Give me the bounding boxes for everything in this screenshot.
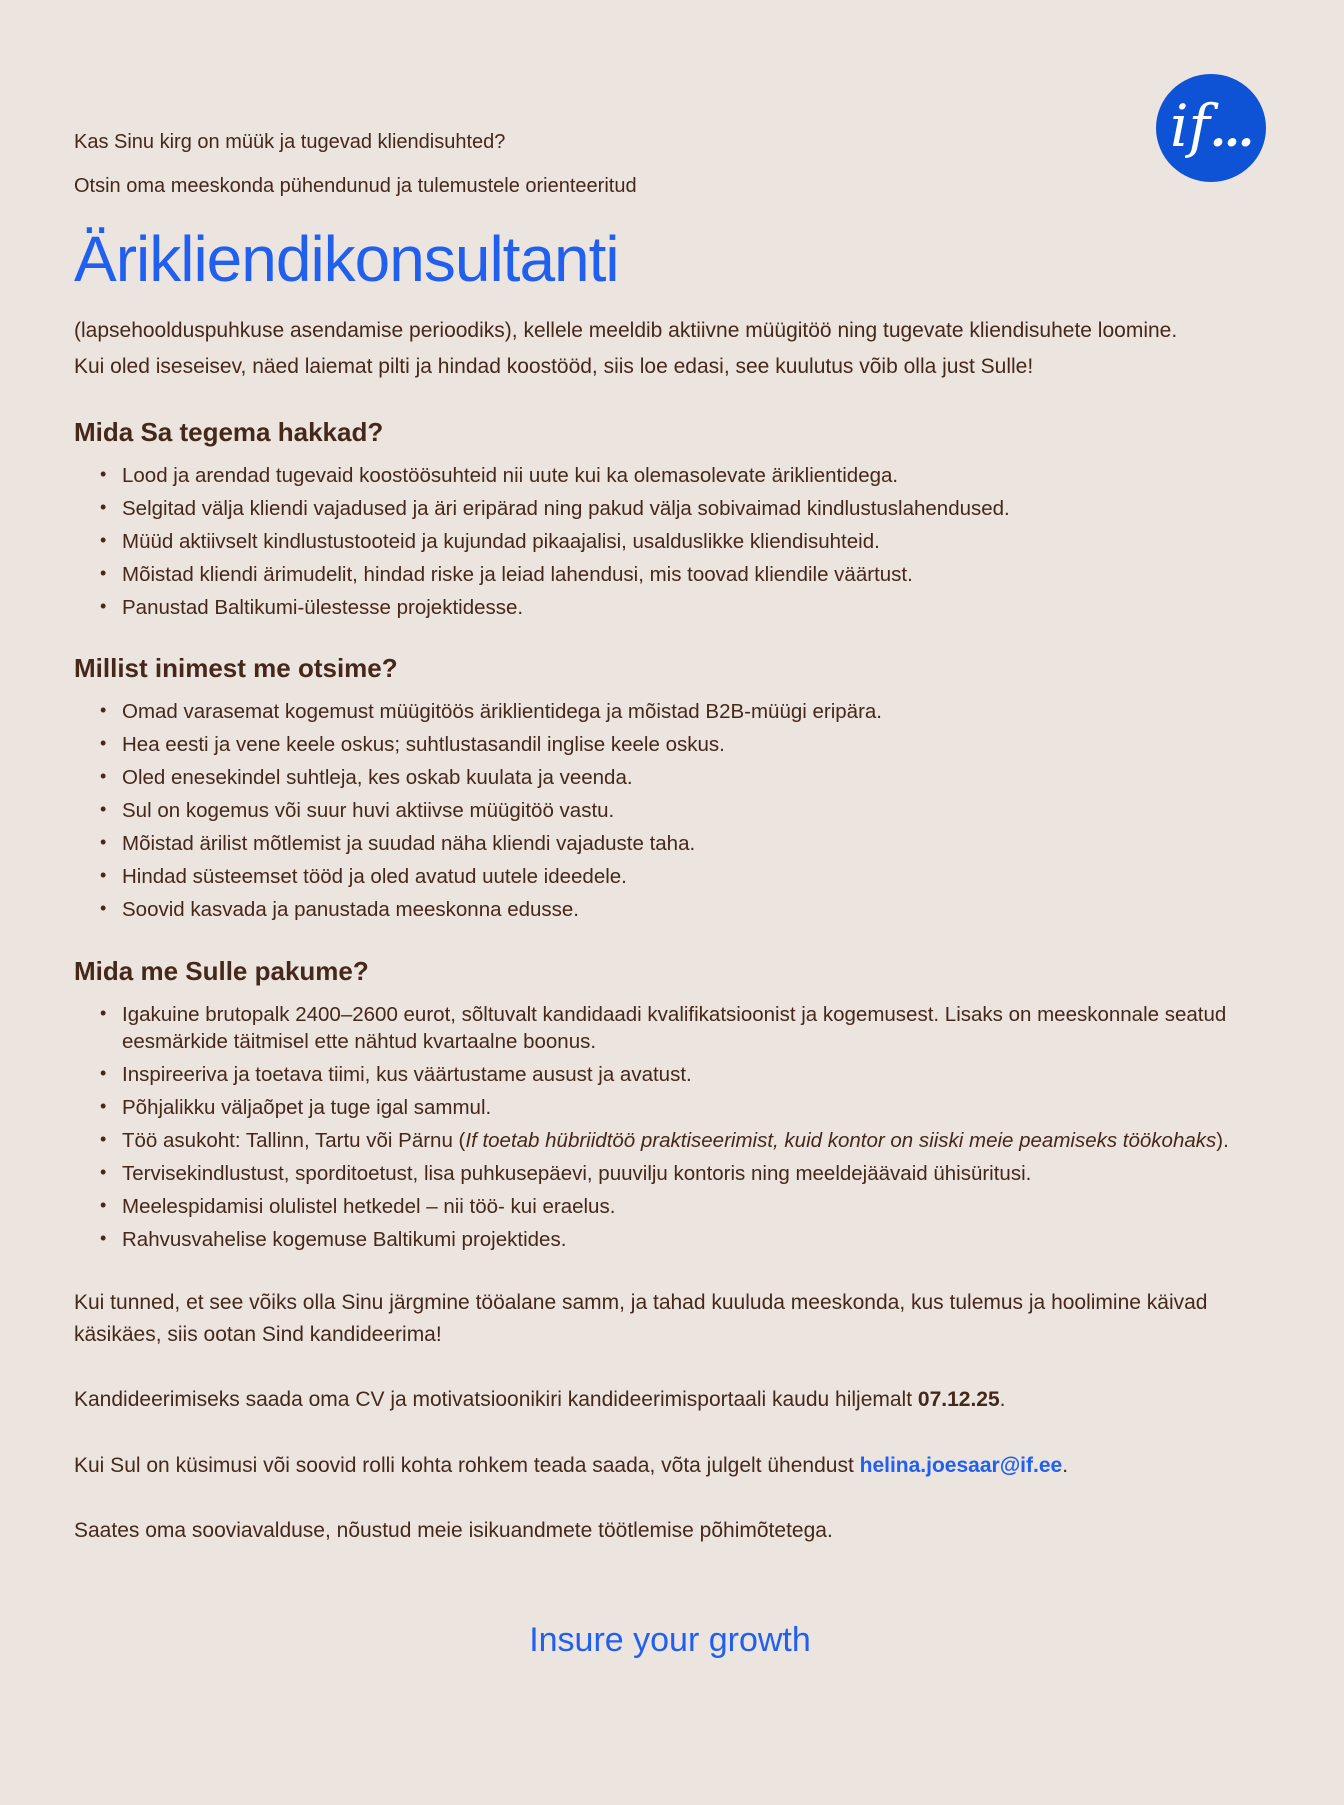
list-item-text: Hea eesti ja vene keele oskus; suhtlustasandil inglise keele oskus.: [122, 733, 725, 757]
section-bullet-list: [74, 698, 1240, 923]
list-item-text: Põhjalikku väljaõpet ja tuge igal sammul.: [122, 1095, 492, 1119]
apply-period: .: [999, 1388, 1006, 1412]
list-item-text: [122, 1127, 1229, 1154]
bullet-dot-icon: •: [100, 766, 107, 787]
bullet-dot-icon: •: [100, 865, 107, 886]
bullet-dot-icon: •: [100, 733, 107, 754]
email-link[interactable]: helina.joesaar@if.ee: [859, 1453, 1063, 1477]
intro-paragraph-line1: (lapsehoolduspuhkuse asendamise perioodiks), kellele meeldib aktiivne müügitöö ning tugevate kliendisuhete loomine.: [74, 319, 1178, 343]
list-item: [100, 495, 1240, 522]
apply-text: Kandideerimiseks saada oma CV ja motivatsioonikiri kandideerimisportaali kaudu hiljemalt: [74, 1388, 918, 1412]
bullet-dot-icon: •: [100, 1228, 107, 1249]
privacy-note: Saates oma sooviavalduse, nõustud meie isikuandmete töötlemise põhimõtetega.: [74, 1519, 833, 1543]
list-item-text: Selgitad välja kliendi vajadused ja äri eripärad ning pakud välja sobivaimad kindlustuslahendused.: [122, 496, 1010, 520]
list-item: [100, 1094, 1240, 1121]
intro-paragraph-line2: Kui oled iseseisev, näed laiemat pilti ja hindad koostööd, siis loe edasi, see kuulutus võib olla just Sulle!: [74, 354, 1034, 378]
list-item-text: Sul on kogemus või suur huvi aktiivse müügitöö vastu.: [122, 799, 615, 823]
list-item: [100, 863, 1240, 890]
list-item: [100, 896, 1240, 923]
list-item: [100, 1226, 1240, 1253]
bullet-dot-icon: •: [100, 595, 107, 616]
bullet-dot-icon: •: [100, 496, 107, 517]
apply-line: [74, 1384, 1224, 1416]
list-item: [100, 1127, 1240, 1154]
if-logo-text: [1169, 92, 1253, 160]
if-logo-dots-icon: ...: [1209, 103, 1253, 157]
contact-line: [74, 1450, 1224, 1482]
intro-question: Kas Sinu kirg on müük ja tugevad kliendisuhted?: [74, 131, 506, 153]
bullet-dot-icon: •: [100, 1095, 107, 1116]
list-item-text: Tervisekindlustust, sporditoetust, lisa puhkusepäevi, puuvilju kontoris ning meeldejäävaid ühisüritusi.: [122, 1161, 1032, 1185]
bullet-dot-icon: •: [100, 562, 107, 583]
section-heading: Millist inimest me otsime?: [74, 652, 398, 683]
list-item-text-italic: If toetab hübriidtöö praktiseerimist, kuid kontor on siiski meie peamiseks töökohaks: [465, 1128, 1217, 1152]
list-item: [100, 594, 1240, 621]
bullet-dot-icon: •: [100, 1194, 107, 1215]
list-item-text: Soovid kasvada ja panustada meeskonna edusse.: [122, 898, 580, 922]
bullet-dot-icon: •: [100, 1161, 107, 1182]
list-item: [100, 830, 1240, 857]
contact-text: Kui Sul on küsimusi või soovid rolli kohta rohkem teada saada, võta julgelt ühendust: [74, 1453, 860, 1477]
section-what-we-offer: [74, 956, 1266, 1254]
apply-deadline: 07.12.25: [917, 1388, 1000, 1412]
section-bullet-list: [74, 1001, 1240, 1253]
list-item-text-segment: ).: [1216, 1128, 1229, 1152]
list-item-text: Meelespidamisi olulistel hetkedel – nii töö- kui eraelus.: [122, 1194, 616, 1218]
list-item-text: Inspireeriva ja toetava tiimi, kus väärtustame ausust ja avatust.: [122, 1062, 692, 1086]
list-item: [100, 1001, 1240, 1055]
bullet-dot-icon: •: [100, 700, 107, 721]
intro-paragraph: [74, 313, 1224, 384]
section-who-we-seek: [74, 653, 1266, 924]
section-heading: Mida me Sulle pakume?: [74, 955, 369, 986]
list-item: [100, 731, 1240, 758]
list-item: [100, 764, 1240, 791]
list-item: [100, 1160, 1240, 1187]
list-item-text: Mõistad ärilist mõtlemist ja suudad näha kliendi vajaduste taha.: [122, 832, 696, 856]
list-item-text: Müüd aktiivselt kindlustustooteid ja kujundad pikaajalisi, usalduslikke kliendisuhteid.: [122, 529, 880, 553]
closing-paragraph: Kui tunned, et see võiks olla Sinu järgmine tööalane samm, ja tahad kuuluda meeskonda, kus tulemus ja hoolimine käivad käsikäes, siis ootan Sind kandideerima!: [74, 1291, 1208, 1346]
bullet-dot-icon: •: [100, 1128, 107, 1149]
list-item: [100, 698, 1240, 725]
contact-period: .: [1062, 1453, 1069, 1477]
list-item: [100, 1193, 1240, 1220]
list-item-text-segment: Töö asukoht: Tallinn, Tartu või Pärnu (: [122, 1128, 466, 1152]
section-what-you-do: [74, 417, 1266, 621]
list-item-text: Panustad Baltikumi-ülestesse projektidesse.: [122, 595, 524, 619]
list-item: [100, 561, 1240, 588]
slogan: Insure your growth: [529, 1620, 811, 1659]
list-item: [100, 528, 1240, 555]
list-item-text: Oled enesekindel suhtleja, kes oskab kuulata ja veenda.: [122, 766, 633, 790]
bullet-dot-icon: •: [100, 832, 107, 853]
list-item: [100, 797, 1240, 824]
bullet-dot-icon: •: [100, 799, 107, 820]
list-item: [100, 462, 1240, 489]
list-item-text: Igakuine brutopalk 2400–2600 eurot, sõltuvalt kandidaadi kvalifikatsioonist ja kogemusest. Lisaks on meeskonnale seatud eesmärkide täitmisel ette nähtud kvartaalne boonus.: [122, 1002, 1227, 1053]
bullet-dot-icon: •: [100, 463, 107, 484]
section-bullet-list: [74, 462, 1240, 621]
list-item-text: Mõistad kliendi ärimudelit, hindad riske ja leiad lahendusi, mis toovad kliendile väärtust.: [122, 562, 913, 586]
list-item-text: Omad varasemat kogemust müügitöös äriklientidega ja mõistad B2B-müügi eripära.: [122, 700, 883, 724]
list-item-text: Lood ja arendad tugevaid koostöösuhteid nii uute kui ka olemasolevate äriklientidega.: [122, 463, 899, 487]
list-item: [100, 1061, 1240, 1088]
if-logo-if: if: [1169, 92, 1210, 160]
bullet-dot-icon: •: [100, 529, 107, 550]
if-logo: [1156, 74, 1266, 182]
job-title: Ärikliendikonsultanti: [74, 223, 619, 295]
bullet-dot-icon: •: [100, 1002, 107, 1023]
sections-container: [74, 417, 1266, 1254]
intro-lead: Otsin oma meeskonda pühendunud ja tulemustele orienteeritud: [74, 175, 637, 197]
section-heading: Mida Sa tegema hakkad?: [74, 416, 384, 447]
list-item-text: Rahvusvahelise kogemuse Baltikumi projektides.: [122, 1228, 567, 1252]
bullet-dot-icon: •: [100, 1062, 107, 1083]
bullet-dot-icon: •: [100, 898, 107, 919]
list-item-text: Hindad süsteemset tööd ja oled avatud uutele ideedele.: [122, 865, 627, 889]
